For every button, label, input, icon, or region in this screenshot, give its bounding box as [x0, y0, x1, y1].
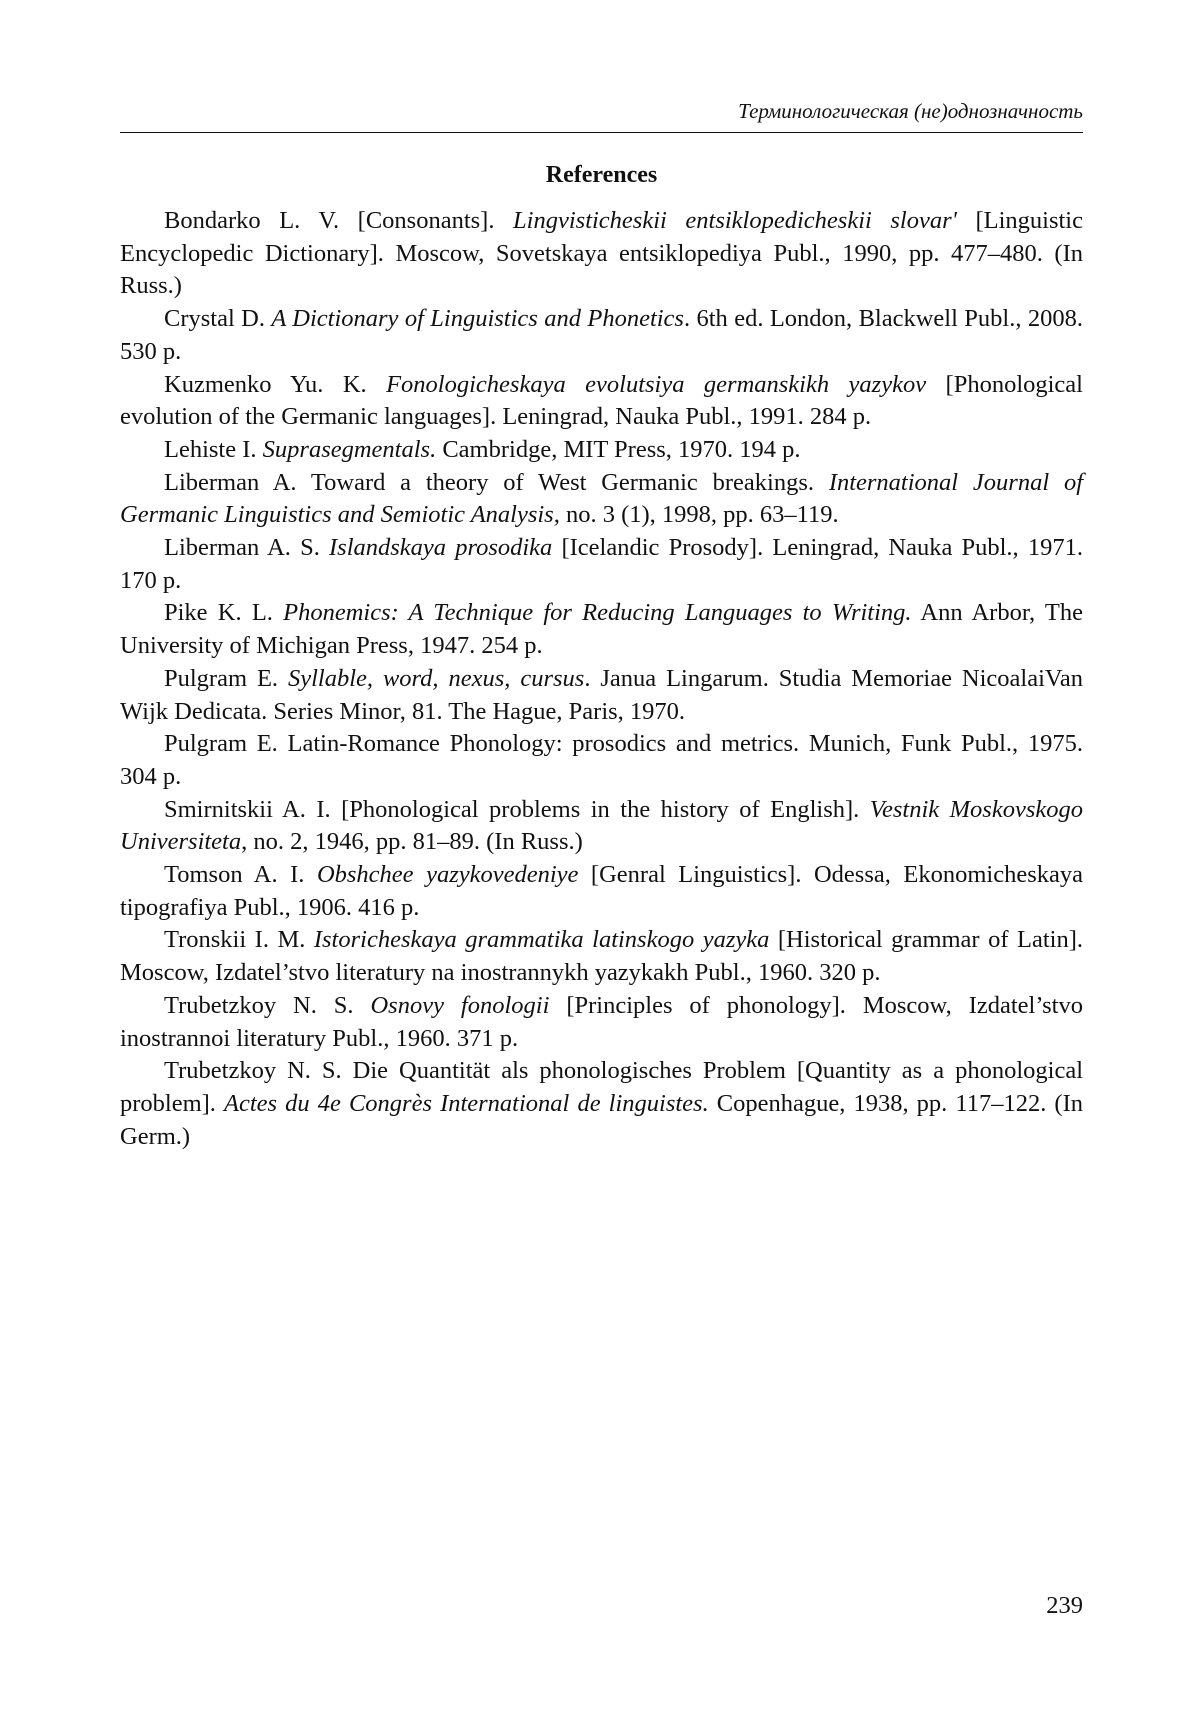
header-rule [120, 132, 1083, 133]
reference-entry: Bondarko L. V. [Consonants]. Lingvisticheskii entsiklopedicheskii slovar' [Linguistic Encyclopedic Dictionary]. Moscow, Sovetskaya entsiklopediya Publ., 1990, pp. 477–480. (In Russ.) [120, 207, 1083, 300]
section-title: References [545, 162, 658, 188]
reference-entry: Tomson A. I. Obshchee yazykovedeniye [Genral Linguistics]. Odessa, Ekonomicheskaya tipografiya Publ., 1906. 416 p. [120, 861, 1083, 921]
reference-entry: Trubetzkoy N. S. Osnovy fonologii [Principles of phonology]. Moscow, Izdatel’stvo inostrannoi literatury Publ., 1960. 371 p. [120, 991, 1083, 1052]
reference-entry: Trubetzkoy N. S. Die Quantität als phonologisches Problem [Quantity as a phonological problem]. Actes du 4e Congrès International de linguistes. Copenhague, 1938, pp. 117–122. (In Germ.) [120, 1057, 1083, 1150]
page-number: 239 [1046, 1592, 1083, 1619]
reference-entry: Lehiste I. Suprasegmentals. Cambridge, MIT Press, 1970. 194 p. [164, 435, 801, 463]
reference-entry: Liberman A. S. Islandskaya prosodika [Icelandic Prosody]. Leningrad, Nauka Publ., 1971. 170 p. [120, 534, 1083, 594]
reference-entry: Pike K. L. Phonemics: A Technique for Reducing Languages to Writing. Ann Arbor, The University of Michigan Press, 1947. 254 p. [120, 599, 1083, 660]
reference-entry: Kuzmenko Yu. K. Fonologicheskaya evolutsiya germanskikh yazykov [Phonological evolution of the Germanic languages]. Leningrad, Nauka Publ., 1991. 284 p. [120, 370, 1083, 431]
reference-entry: Crystal D. A Dictionary of Linguistics and Phonetics. 6th ed. London, Blackwell Publ., 2008. 530 p. [120, 305, 1083, 365]
reference-entry: Liberman A. Toward a theory of West Germanic breakings. International Journal of Germanic Linguistics and Semiotic Analysis, no. 3 (1), 1998, pp. 63–119. [120, 468, 1083, 529]
reference-entry: Smirnitskii A. I. [Phonological problems in the history of English]. Vestnik Moskovskogo Universiteta, no. 2, 1946, pp. 81–89. (In Russ.) [120, 795, 1083, 856]
reference-entry: Tronskii I. M. Istoricheskaya grammatika latinskogo yazyka [Historical grammar of Latin]. Moscow, Izdatel’stvo literatury na inostrannykh yazykakh Publ., 1960. 320 p. [120, 926, 1083, 987]
running-head: Терминологическая (не)однозначность [738, 99, 1083, 123]
reference-list [120, 205, 1083, 1153]
reference-entry: Pulgram E. Latin-Romance Phonology: prosodics and metrics. Munich, Funk Publ., 1975. 304 p. [120, 730, 1083, 790]
reference-entry: Pulgram E. Syllable, word, nexus, cursus. Janua Lingarum. Studia Memoriae NicoalaiVan Wijk Dedicata. Series Minor, 81. The Hague, Paris, 1970. [120, 664, 1083, 725]
